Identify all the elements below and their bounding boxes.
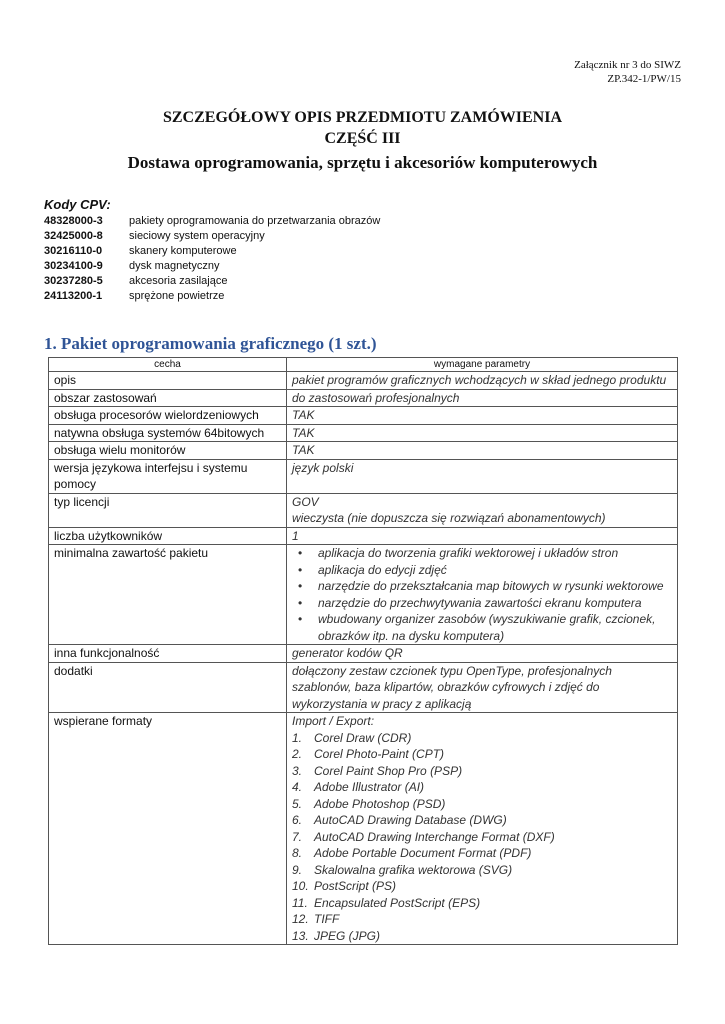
list-item [292,779,672,796]
value-cell: pakiet programów graficznych wchodzących w skład jednego produktu [287,372,678,390]
value-cell [287,545,678,645]
item-number: 9. [292,862,303,877]
table-row [49,372,678,390]
bullet-list [292,545,672,644]
table-row [49,713,678,945]
item-number: 5. [292,796,303,811]
table-row [49,527,678,545]
document-reference [574,58,681,86]
item-text: Adobe Portable Document Format (PDF) [314,846,532,860]
feature-cell: liczba użytkowników [49,527,287,545]
column-header-params: wymagane parametry [287,358,678,372]
item-number: 6. [292,813,303,827]
cpv-description: akcesoria zasilające [129,275,228,287]
cpv-description: dysk magnetyczny [129,260,220,272]
attachment-label: Załącznik nr 3 do SIWZ [574,59,681,71]
feature-cell: obsługa wielu monitorów [49,442,287,460]
item-text: Skalowalna grafika wektorowa (SVG) [314,862,513,877]
title-line-2: CZĘŚĆ III [324,130,401,147]
case-number: ZP.342-1/PW/15 [607,73,681,85]
value-cell: do zastosowań profesjonalnych [287,389,678,407]
table-row [49,645,678,663]
item-number: 2. [292,747,303,761]
list-item [292,911,672,928]
list-item: • narzędzie do przekształcania map bitowych w rysunki wektorowe [312,578,672,595]
table-row [49,545,678,645]
cpv-code: 30237280-5 [44,275,103,287]
cpv-code: 30216110-0 [44,245,103,257]
list-item [292,878,672,895]
value-cell: generator kodów QR [287,645,678,663]
document-title [0,108,725,174]
table-row [49,493,678,527]
value-cell: TAK [287,407,678,425]
list-item [292,862,672,879]
item-text: Corel Photo-Paint (CPT) [314,747,445,761]
feature-cell: inna funkcjonalność [49,645,287,663]
cpv-code: 48328000-3 [44,215,103,227]
formats-intro: Import / Export: [292,714,375,728]
list-item: • narzędzie do przechwytywania zawartości ekranu komputera [312,595,672,612]
list-item [292,895,672,912]
table-header-row [49,358,678,372]
list-item: • aplikacja do edycji zdjęć [312,562,672,579]
value-cell: TAK [287,442,678,460]
feature-cell: obszar zastosowań [49,389,287,407]
item-text: TIFF [314,912,340,926]
item-text: AutoCAD Drawing Interchange Format (DXF) [314,829,555,844]
item-number: 10. [292,879,309,893]
cpv-row [44,259,380,274]
item-text: Adobe Photoshop (PSD) [314,796,446,811]
item-number: 12. [292,912,309,926]
license-term: wieczysta (nie dopuszcza się rozwiązań abonamentowych) [292,511,606,525]
value-cell: TAK [287,424,678,442]
item-text: AutoCAD Drawing Database (DWG) [314,813,507,827]
table-row [49,424,678,442]
value-cell: 1 [287,527,678,545]
table-row [49,389,678,407]
value-cell: dołączony zestaw czcionek typu OpenType, profesjonalnych szablonów, baza klipartów, obrazków cyfrowych i zdjęć do wykorzystania w pracy z aplikacją [287,662,678,713]
value-cell [287,493,678,527]
item-number: 1. [292,730,303,745]
list-item [292,796,672,813]
feature-cell: obsługa procesorów wielordzeniowych [49,407,287,425]
column-header-feature: cecha [49,358,287,372]
cpv-description: skanery komputerowe [129,245,237,257]
cpv-row [44,244,380,259]
cpv-description: sprężone powietrze [129,290,225,302]
list-item [292,829,672,846]
item-text: Adobe Illustrator (AI) [314,780,425,794]
list-item [292,845,672,862]
table-row [49,662,678,713]
item-number: 7. [292,829,303,844]
item-text: JPEG (JPG) [314,928,381,943]
item-number: 8. [292,846,303,860]
table-row [49,407,678,425]
cpv-code: 30234100-9 [44,260,103,272]
list-item: • aplikacja do tworzenia grafiki wektorowej i układów stron [312,545,672,562]
item-number: 11. [292,895,308,910]
item-text: Encapsulated PostScript (EPS) [314,895,481,910]
feature-cell: minimalna zawartość pakietu [49,545,287,645]
title-line-1: SZCZEGÓŁOWY OPIS PRZEDMIOTU ZAMÓWIENIA [162,109,562,126]
feature-cell: opis [49,372,287,390]
section-heading: 1. Pakiet oprogramowania graficznego (1 szt.) [44,334,377,353]
list-item: • wbudowany organizer zasobów (wyszukiwanie grafik, czcionek, obrazków itp. na dysku komputera) [312,611,672,644]
cpv-description: sieciowy system operacyjny [129,230,265,242]
list-item [292,763,672,780]
requirements-table [48,357,678,945]
list-item [292,928,672,945]
cpv-code: 24113200-1 [44,290,103,302]
cpv-row [44,229,380,244]
cpv-row [44,289,380,304]
cpv-codes [44,196,380,304]
cpv-title: Kody CPV: [44,197,111,212]
title-line-3: Dostawa oprogramowania, sprzętu i akcesoriów komputerowych [127,153,598,172]
value-cell [287,713,678,945]
cpv-code: 32425000-8 [44,230,103,242]
feature-cell: typ licencji [49,493,287,527]
table-row [49,459,678,493]
license-type: GOV [292,494,319,509]
table-row [49,442,678,460]
value-cell: język polski [287,459,678,493]
list-item [292,730,672,747]
cpv-row [44,214,380,229]
item-number: 13. [292,928,309,943]
item-number: 4. [292,780,303,794]
feature-cell: wspierane formaty [49,713,287,945]
item-number: 3. [292,763,303,778]
feature-cell: dodatki [49,662,287,713]
formats-list [292,730,672,945]
item-text: Corel Draw (CDR) [314,730,412,745]
item-text: Corel Paint Shop Pro (PSP) [314,763,463,778]
list-item [292,812,672,829]
cpv-row [44,274,380,289]
cpv-description: pakiety oprogramowania do przetwarzania obrazów [129,215,381,227]
item-text: PostScript (PS) [314,879,397,893]
list-item [292,746,672,763]
feature-cell: wersja językowa interfejsu i systemu pomocy [49,459,287,493]
feature-cell: natywna obsługa systemów 64bitowych [49,424,287,442]
